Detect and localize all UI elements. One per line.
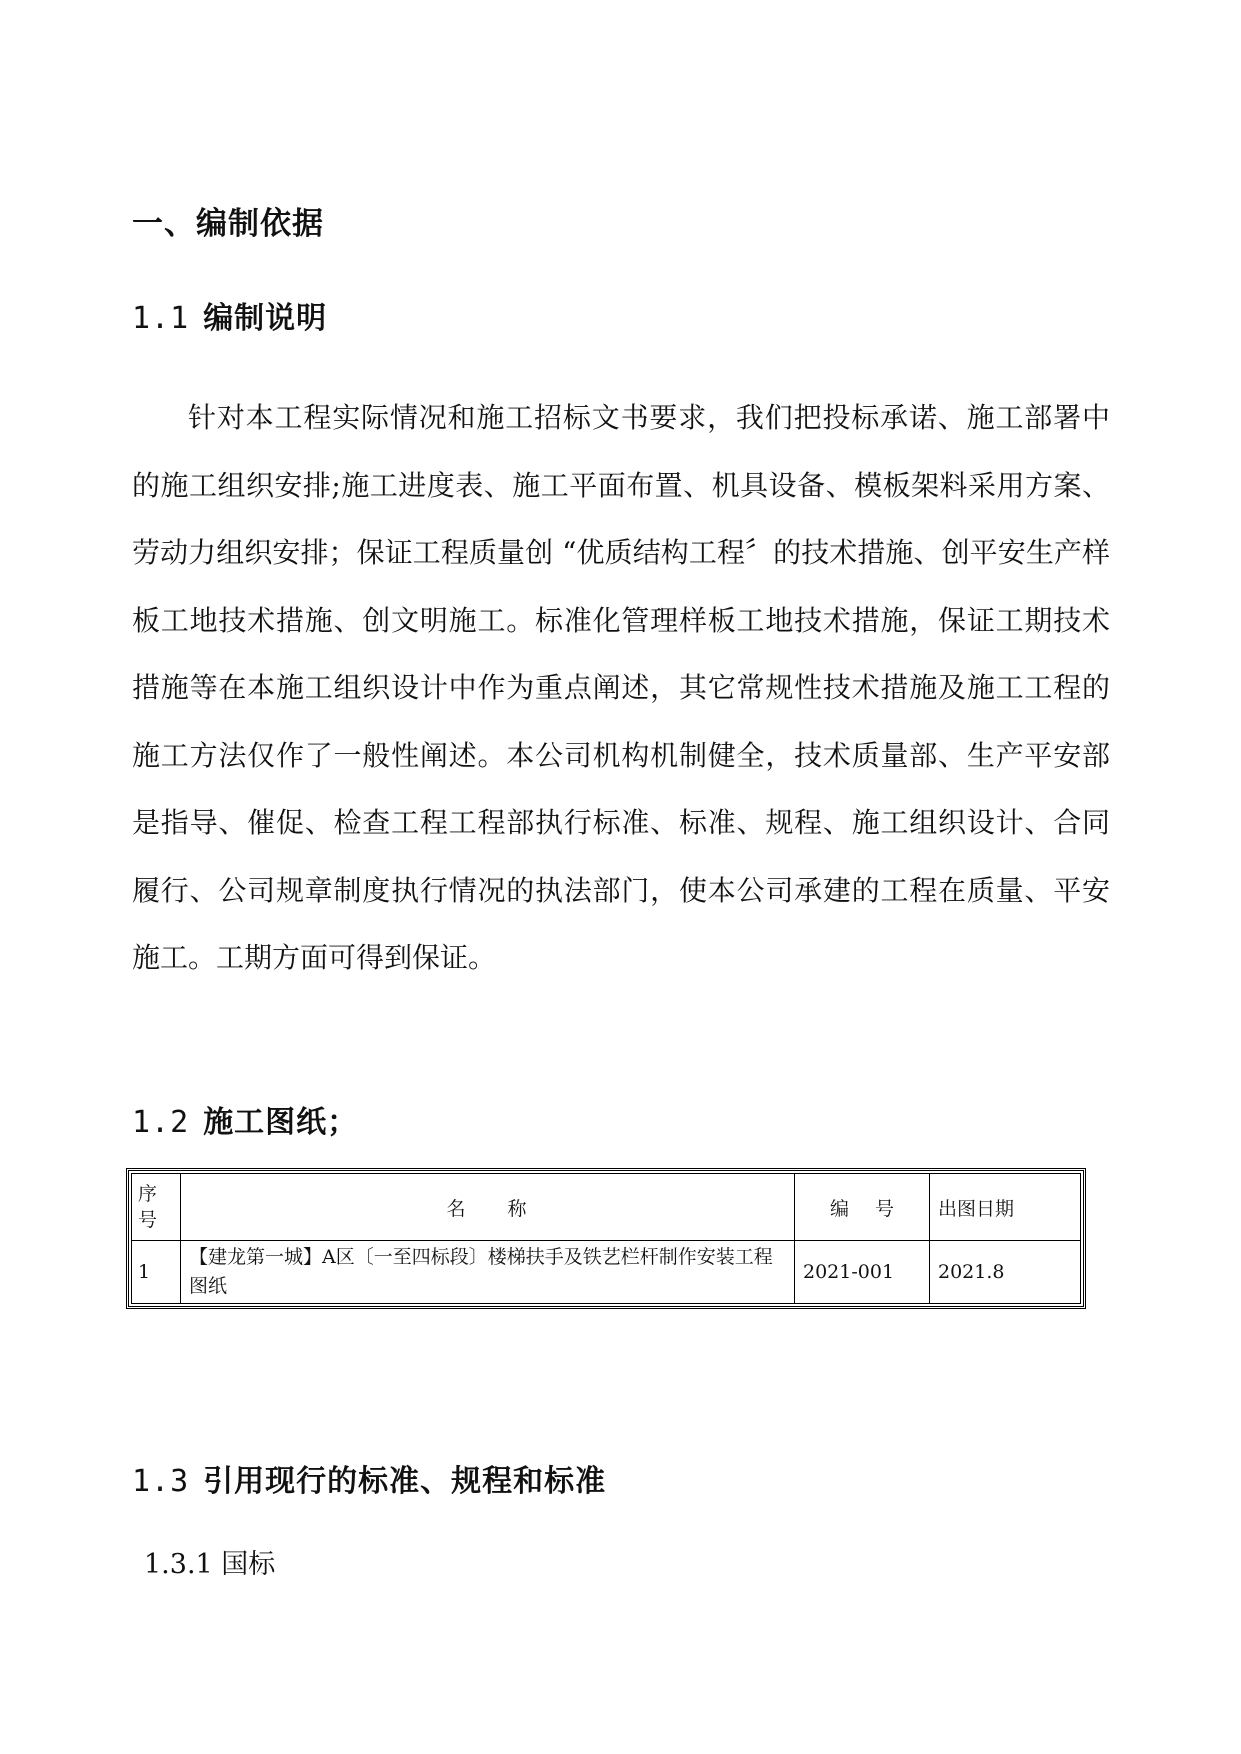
header-code-char-2: 号 <box>875 1197 895 1220</box>
section-title: 引用现行的标准、规程和标准 <box>203 1464 607 1499</box>
cell-code: 2021-001 <box>795 1241 930 1304</box>
paragraph: 针对本工程实际情况和施工招标文书要求，我们把投标承诺、施工部署中的施工组织安排;施工进度表、施工平面布置、机具设备、模板架料采用方案、劳动力组织安排；保证工程质量创 “优质结构工程〞的技术措施、创平安生产样板工地技术措施、创文明施工。标准化管理样板工地技术措施，保证工期技术措施等在本施工组织设计中作为重点阐述，其它常规性技术措施及施工工程的施工方法仅作了一般性阐述。本公司机构机制健全，技术质量部、生产平安部是指导、催促、检查工程工程部执行标准、标准、规程、施工组织设计、合同履行、公司规章制度执行情况的执法部门，使本公司承建的工程在质量、平安施工。工期方面可得到保证。 <box>132 401 1110 974</box>
body-text <box>132 384 1110 992</box>
header-date: 出图日期 <box>930 1174 1081 1241</box>
section-heading-1-2 <box>132 1097 358 1141</box>
header-name-char-1: 名 <box>446 1197 468 1220</box>
subsection-heading-1-3-1: 1.3.1 国标 <box>144 1549 276 1580</box>
cell-name: 【建龙第一城】A区〔一至四标段〕楼梯扶手及铁艺栏杆制作安装工程图纸 <box>181 1241 795 1304</box>
section-title: 编制说明 <box>203 301 328 336</box>
header-name-char-2: 称 <box>507 1197 529 1220</box>
section-number: 1.3 <box>132 1464 190 1499</box>
header-code <box>795 1174 930 1241</box>
section-heading-1-3 <box>132 1456 606 1500</box>
header-seq: 序号 <box>132 1174 181 1241</box>
table-row <box>132 1241 1081 1304</box>
cell-seq: 1 <box>132 1241 181 1304</box>
section-number: 1.1 <box>132 301 190 336</box>
drawings-table <box>126 1168 1086 1309</box>
header-code-char-1: 编 <box>829 1197 849 1220</box>
header-name <box>181 1174 795 1241</box>
section-heading-1-1 <box>132 293 327 337</box>
cell-date: 2021.8 <box>930 1241 1081 1304</box>
heading-1: 一、编制依据 <box>132 206 324 242</box>
table-header-row <box>132 1174 1081 1241</box>
section-title: 施工图纸； <box>203 1105 359 1140</box>
section-number: 1.2 <box>132 1105 190 1140</box>
